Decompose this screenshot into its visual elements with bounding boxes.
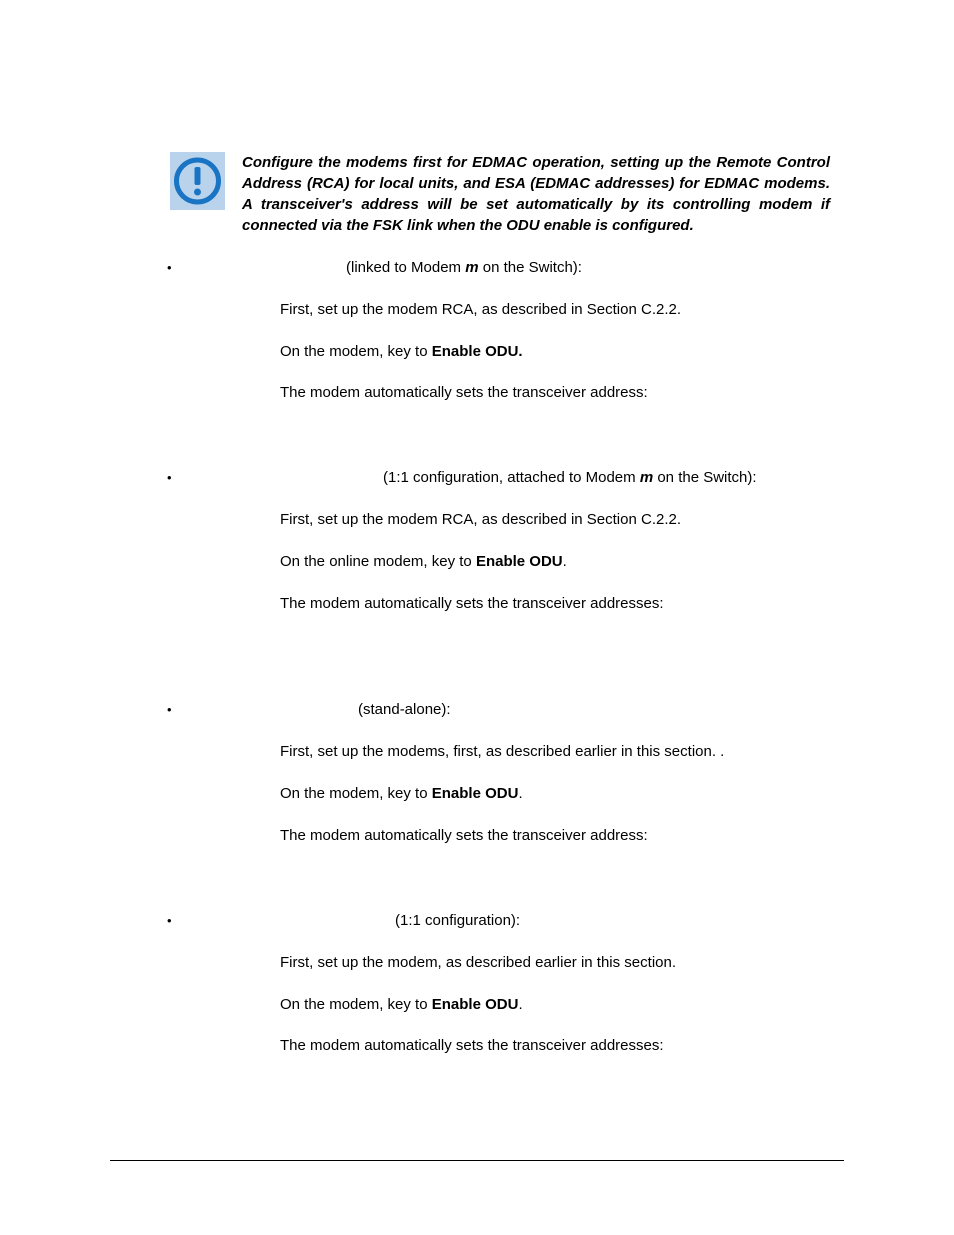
lead-em: m — [639, 469, 654, 486]
note-text: Configure the modems first for EDMAC operation, setting up the Remote Control Address (RCA) for local units, and ESA (EDMAC addresses) for EDMAC modems. A transceiver's address will be set automatically by its controlling modem if connected via the FSK link when the ODU enable is configured. — [242, 154, 830, 234]
step-text: First, set up the modem RCA, as described in Section C.2.2. — [280, 511, 682, 528]
step-text-post: . — [518, 996, 523, 1013]
section-2-step-3 — [280, 595, 664, 612]
lead-text: (1:1 configuration, attached to Modem — [383, 469, 640, 486]
lead-text-post: on the Switch): — [653, 469, 757, 486]
footer-divider — [110, 1160, 844, 1161]
step-text: The modem automatically sets the transceiver address: — [280, 827, 648, 844]
section-3-step-1 — [280, 743, 724, 760]
note-icon-container — [170, 152, 225, 210]
lead-text-post: on the Switch): — [478, 259, 582, 276]
bullet-4: • — [167, 913, 172, 928]
section-3-lead — [358, 701, 451, 718]
step-text: The modem automatically sets the transceiver addresses: — [280, 595, 664, 612]
step-bold: Enable ODU. — [431, 343, 523, 360]
section-1-step-1 — [280, 301, 681, 318]
section-4-step-3 — [280, 1037, 664, 1054]
step-bold: Enable ODU — [431, 996, 519, 1013]
lead-text: (1:1 configuration): — [395, 912, 521, 929]
bullet-2: • — [167, 470, 172, 485]
lead-text: (stand-alone): — [358, 701, 451, 718]
step-text: On the modem, key to — [280, 785, 432, 802]
bullet-1: • — [167, 260, 172, 275]
step-text-post: . — [518, 785, 523, 802]
step-text-post: . — [562, 553, 567, 570]
step-bold: Enable ODU — [475, 553, 563, 570]
step-text: On the modem, key to — [280, 343, 432, 360]
section-4-step-2 — [280, 996, 523, 1013]
section-2-step-2 — [280, 553, 567, 570]
step-text: On the modem, key to — [280, 996, 432, 1013]
step-text: First, set up the modem RCA, as described in Section C.2.2. — [280, 301, 682, 318]
step-bold: Enable ODU — [431, 785, 519, 802]
lead-text: (linked to Modem — [346, 259, 466, 276]
section-2-lead — [383, 469, 757, 486]
step-text: First, set up the modems, first, as described earlier in this section. . — [280, 743, 725, 760]
step-text: First, set up the modem, as described earlier in this section. — [280, 954, 677, 971]
info-alert-icon — [170, 152, 225, 210]
section-4-step-1 — [280, 954, 676, 971]
step-text: The modem automatically sets the transceiver addresses: — [280, 1037, 664, 1054]
section-1-step-2 — [280, 343, 523, 360]
lead-em: m — [465, 259, 479, 276]
step-text: On the online modem, key to — [280, 553, 476, 570]
section-2-step-1 — [280, 511, 681, 528]
step-text: The modem automatically sets the transceiver address: — [280, 384, 648, 401]
section-3-step-2 — [280, 785, 523, 802]
section-3-step-3 — [280, 827, 648, 844]
bullet-3: • — [167, 702, 172, 717]
section-4-lead — [395, 912, 520, 929]
section-1-lead — [346, 259, 582, 276]
section-1-step-3 — [280, 384, 648, 401]
